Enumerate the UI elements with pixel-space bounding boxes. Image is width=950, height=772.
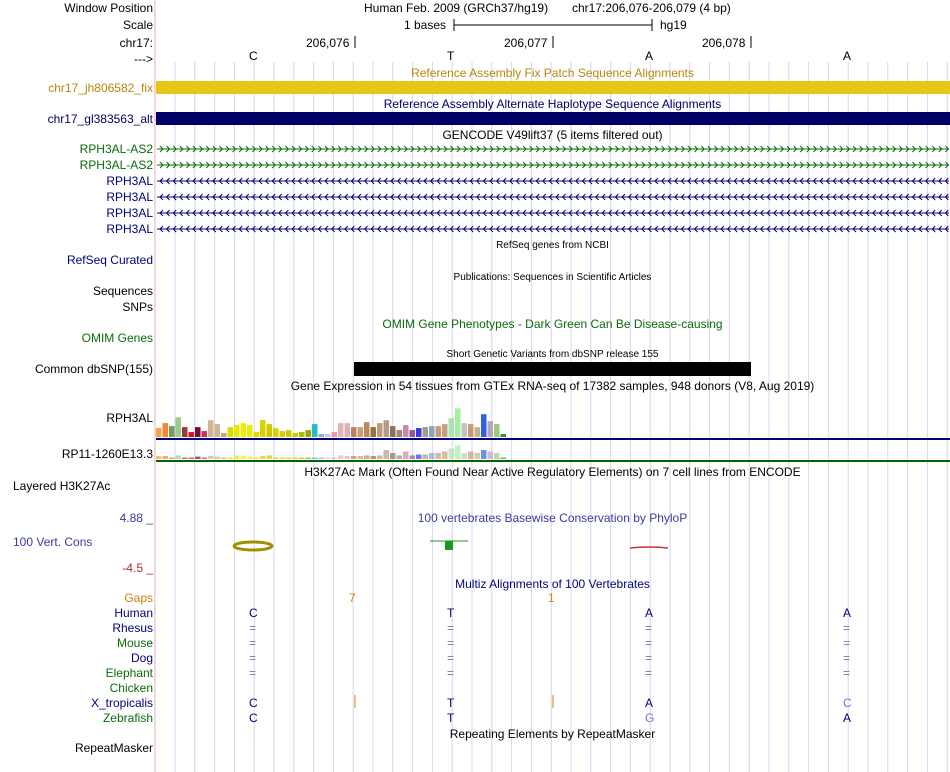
ruler-tick-2: 206,077	[504, 36, 548, 50]
gtex-bar	[260, 420, 266, 437]
gencode-item-6[interactable]: RPH3AL	[106, 222, 153, 236]
gtex-bar	[462, 423, 468, 437]
species-label-7[interactable]: Zebrafish	[102, 711, 153, 725]
gtex-bar	[163, 423, 169, 437]
species-base: =	[249, 666, 257, 680]
species-label-2[interactable]: Mouse	[116, 636, 153, 650]
gtex-title[interactable]: Gene Expression in 54 tissues from GTEx RNA-seq of 17382 samples, 948 donors (V8, Aug 2019)	[290, 379, 815, 393]
dbsnp-title[interactable]: Short Genetic Variants from dbSNP release 155	[446, 349, 659, 360]
refseq-title[interactable]: RefSeq genes from NCBI	[496, 240, 609, 251]
gap-value-2: 1	[548, 591, 555, 605]
base-3: A	[645, 49, 654, 63]
gtex-bar-2	[215, 457, 221, 459]
gtex-bar-2	[481, 450, 487, 459]
species-base: =	[843, 621, 851, 635]
species-label-1[interactable]: Rhesus	[112, 621, 153, 635]
fix-patch-title[interactable]: Reference Assembly Fix Patch Sequence Alignments	[411, 66, 694, 80]
gtex-bar	[176, 417, 182, 437]
gtex-bar-2	[169, 458, 175, 460]
fix-patch-label[interactable]: chr17_jh806582_fix	[48, 81, 153, 95]
arrow-label: --->	[134, 52, 153, 66]
species-base: C	[249, 606, 258, 620]
dbsnp-label[interactable]: Common dbSNP(155)	[34, 362, 153, 376]
gtex-bar-2	[228, 458, 234, 460]
gtex-bar-2	[267, 455, 273, 459]
gtex-gene-2[interactable]: RP11-1260E13.3	[61, 447, 153, 461]
gtex-bar	[182, 427, 188, 437]
species-base: =	[843, 636, 851, 650]
gtex-bar	[169, 426, 175, 437]
gtex-bar-2	[488, 452, 494, 460]
gtex-bar	[410, 430, 416, 437]
gtex-bar-2	[325, 458, 331, 460]
species-base: A	[645, 696, 654, 710]
species-base: =	[447, 621, 455, 635]
gtex-bar-2	[306, 458, 312, 460]
gtex-bar-2	[494, 453, 500, 459]
gencode-item-5[interactable]: RPH3AL	[106, 206, 153, 220]
gtex-bar-2	[449, 449, 455, 460]
species-base: T	[447, 711, 455, 725]
gtex-bar-2	[182, 458, 188, 460]
gtex-bar-2	[345, 456, 351, 459]
gtex-bar	[156, 428, 162, 437]
omim-title[interactable]: OMIM Gene Phenotypes - Dark Green Can Be Disease-causing	[382, 317, 723, 331]
cons-min: -4.5 _	[122, 561, 153, 575]
gaps-label[interactable]: Gaps	[124, 591, 153, 605]
scale-label: Scale	[122, 18, 153, 32]
species-base: =	[645, 666, 653, 680]
gtex-bar	[442, 424, 448, 437]
gtex-bar-2	[286, 458, 292, 460]
chrom-label: chr17:	[119, 36, 153, 50]
gtex-bar-2	[280, 458, 286, 460]
gtex-bar-2	[475, 453, 481, 459]
species-base: =	[447, 636, 455, 650]
species-base: =	[843, 666, 851, 680]
gtex-bar-2	[234, 456, 240, 459]
omim-label[interactable]: OMIM Genes	[81, 331, 153, 345]
species-base: T	[447, 696, 455, 710]
gtex-bar	[345, 423, 351, 437]
gtex-bar-2	[208, 456, 214, 459]
gtex-bar	[221, 433, 227, 437]
gtex-bar-2	[384, 450, 390, 459]
species-base: =	[249, 621, 257, 635]
gtex-bar-2	[397, 455, 403, 459]
gtex-bar-2	[410, 455, 416, 459]
gtex-bar	[299, 432, 305, 437]
gtex-bar-2	[319, 458, 325, 460]
gtex-bar	[501, 434, 507, 437]
gtex-bar	[306, 430, 312, 437]
gtex-bar-2	[351, 456, 357, 459]
base-1: C	[249, 49, 258, 63]
gtex-bar	[488, 421, 494, 437]
gtex-bar	[429, 426, 435, 437]
gtex-bar	[338, 423, 344, 437]
gtex-bar	[455, 408, 461, 437]
gtex-bar	[215, 424, 221, 437]
gencode-item-2[interactable]: RPH3AL-AS2	[79, 158, 153, 172]
window-position-label: Window Position	[64, 1, 153, 15]
gencode-item-3[interactable]: RPH3AL	[106, 174, 153, 188]
gtex-bar-2	[423, 455, 429, 460]
species-base: =	[645, 636, 653, 650]
gtex-bar	[332, 432, 338, 437]
dbsnp-bar	[354, 362, 751, 376]
gtex-bar-2	[371, 456, 377, 459]
alt-haplo-title[interactable]: Reference Assembly Alternate Haplotype Sequence Alignments	[383, 97, 722, 111]
gtex-bar-2	[390, 453, 396, 459]
gtex-bar	[494, 424, 500, 437]
cons-label[interactable]: 100 Vert. Cons	[13, 535, 93, 549]
gtex-bar-2	[260, 456, 266, 459]
h3k27ac-signal	[234, 542, 272, 550]
fix-patch-bar	[156, 81, 950, 94]
gtex-bar	[202, 431, 208, 437]
gtex-bar-2	[416, 455, 422, 460]
gtex-bar	[390, 426, 396, 437]
gtex-bar-2	[299, 458, 305, 460]
gtex-bar	[195, 427, 201, 437]
species-base: A	[843, 711, 852, 725]
species-base: =	[447, 666, 455, 680]
gtex-bar-2	[195, 457, 201, 459]
gtex-bar-2	[241, 456, 247, 459]
species-label-5[interactable]: Chicken	[109, 681, 153, 695]
gtex-bar	[293, 433, 299, 437]
gtex-bar-2	[221, 458, 227, 460]
gtex-bar	[312, 424, 318, 437]
phylop-bar	[445, 541, 453, 550]
species-base: C	[843, 696, 852, 710]
species-base: =	[249, 636, 257, 650]
gtex-bar	[208, 420, 214, 437]
gtex-bar	[358, 427, 364, 437]
gtex-bar-2	[254, 458, 260, 460]
gtex-bar	[377, 423, 383, 437]
gtex-bar	[267, 424, 273, 437]
gtex-bar	[475, 427, 481, 437]
gtex-bar	[241, 423, 247, 437]
species-base: =	[843, 651, 851, 665]
gtex-bar-2	[364, 455, 370, 459]
phylop-neg	[630, 547, 668, 548]
species-base: =	[447, 651, 455, 665]
h3k27ac-label[interactable]: Layered H3K27Ac	[13, 479, 111, 493]
refseq-label[interactable]: RefSeq Curated	[66, 253, 153, 267]
gtex-bar	[364, 422, 370, 437]
gtex-bar	[449, 418, 455, 437]
species-base: G	[645, 711, 655, 725]
gtex-bar	[481, 414, 487, 437]
gtex-bar	[384, 420, 390, 437]
gtex-bar	[228, 427, 234, 437]
gtex-bar-2	[202, 458, 208, 460]
gtex-bar	[403, 425, 409, 437]
alt-haplo-label[interactable]: chr17_gl383563_alt	[47, 112, 153, 126]
gtex-bar	[247, 425, 253, 437]
gtex-bar-2	[436, 453, 442, 459]
gap-value-1: 7	[349, 591, 356, 605]
species-base: =	[645, 621, 653, 635]
cons-max: 4.88 _	[119, 511, 153, 525]
gtex-bar-2	[403, 452, 409, 460]
gtex-bar-2	[163, 456, 169, 459]
gtex-bar-2	[293, 458, 299, 460]
gtex-bar-2	[273, 458, 279, 460]
gtex-bar	[371, 427, 377, 437]
gtex-bar-2	[332, 458, 338, 460]
gtex-bar	[254, 432, 260, 437]
gtex-bar	[325, 434, 331, 437]
species-label-4[interactable]: Elephant	[105, 666, 153, 680]
gtex-bar	[286, 430, 292, 437]
snps-label[interactable]: SNPs	[122, 300, 153, 314]
gtex-bar-2	[189, 458, 195, 460]
gtex-bar-2	[247, 457, 253, 459]
gtex-bar-2	[176, 455, 182, 459]
scale-text: 1 bases	[404, 18, 447, 32]
gtex-bar	[423, 427, 429, 437]
gtex-bar-2	[442, 452, 448, 460]
species-base: =	[645, 651, 653, 665]
gtex-bar-2	[429, 453, 435, 459]
species-base: C	[249, 696, 258, 710]
gtex-bar	[351, 427, 357, 437]
gtex-bar	[436, 426, 442, 437]
h3k27ac-title[interactable]: H3K27Ac Mark (Often Found Near Active Regulatory Elements) on 7 cell lines from ENCODE	[304, 465, 801, 479]
alt-haplo-bar	[156, 112, 950, 125]
gencode-title[interactable]: GENCODE V49lift37 (5 items filtered out)	[442, 128, 663, 142]
gtex-bar	[234, 425, 240, 437]
species-base: C	[249, 711, 258, 725]
base-4: A	[843, 49, 852, 63]
repeat-label[interactable]: RepeatMasker	[74, 741, 153, 755]
gtex-bar	[319, 434, 325, 437]
assembly-text: Human Feb. 2009 (GRCh37/hg19)	[364, 1, 549, 15]
gtex-bar	[416, 428, 422, 437]
gtex-bar-2	[338, 455, 344, 459]
scale-db: hg19	[660, 18, 687, 32]
sequences-label[interactable]: Sequences	[92, 284, 153, 298]
gtex-bar	[468, 424, 474, 437]
gtex-bar	[397, 430, 403, 437]
ruler-tick-1: 206,076	[306, 36, 350, 50]
species-base: T	[447, 606, 455, 620]
gencode-item-4[interactable]: RPH3AL	[106, 190, 153, 204]
species-label-0[interactable]: Human	[114, 606, 153, 620]
species-label-6[interactable]: X_tropicalis	[90, 696, 153, 710]
gtex-bar-2	[358, 456, 364, 459]
species-label-3[interactable]: Dog	[130, 651, 153, 665]
gtex-bar	[273, 428, 279, 437]
base-2: T	[447, 49, 455, 63]
gtex-bar	[280, 431, 286, 437]
repeat-title[interactable]: Repeating Elements by RepeatMasker	[449, 727, 656, 741]
gtex-bar	[189, 432, 195, 437]
ruler-tick-3: 206,078	[702, 36, 746, 50]
gtex-bar-2	[468, 452, 474, 460]
pubs-title[interactable]: Publications: Sequences in Scientific Articles	[453, 272, 652, 283]
species-base: A	[843, 606, 852, 620]
cons-title[interactable]: 100 vertebrates Basewise Conservation by PhyloP	[417, 511, 688, 525]
gtex-bar-2	[156, 456, 162, 459]
gtex-gene-1[interactable]: RPH3AL	[106, 411, 153, 425]
species-base: =	[249, 651, 257, 665]
multiz-title[interactable]: Multiz Alignments of 100 Vertebrates	[455, 577, 650, 591]
gtex-bar-2	[377, 455, 383, 459]
gtex-bar-2	[455, 446, 461, 460]
species-base: A	[645, 606, 654, 620]
gtex-bar-2	[462, 453, 468, 459]
gtex-bar-2	[312, 458, 318, 460]
position-text[interactable]: chr17:206,076-206,079 (4 bp)	[572, 1, 731, 15]
gtex-bar-2	[501, 458, 507, 460]
gencode-item-1[interactable]: RPH3AL-AS2	[79, 142, 153, 156]
